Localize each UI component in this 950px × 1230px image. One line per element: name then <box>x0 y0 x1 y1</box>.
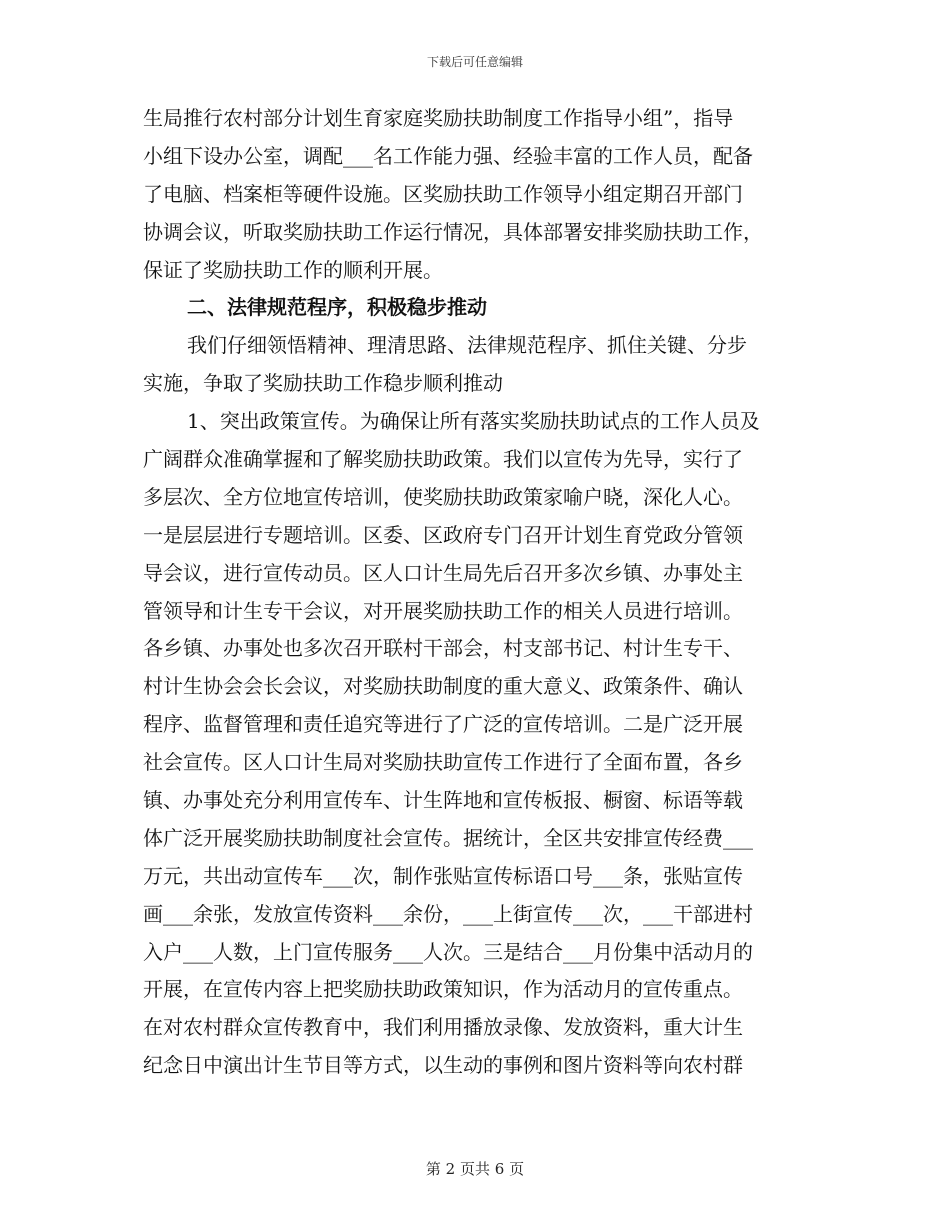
body-line: 管领导和计生专干会议，对开展奖励扶助工作的相关人员进行培训。 <box>143 598 743 623</box>
body-line: 在对农村群众宣传教育中，我们利用播放录像、发放资料，重大计生 <box>143 1015 743 1040</box>
body-line: 我们仔细领悟精神、理清思路、法律规范程序、抓住关键、分步 <box>187 333 747 358</box>
body-line: 社会宣传。区人口计生局对奖励扶助宣传工作进行了全面布置，各乡 <box>143 750 743 775</box>
body-line: 程序、监督管理和责任追究等进行了广泛的宣传培训。二是广泛开展 <box>143 712 743 737</box>
body-line: 各乡镇、办事处也多次召开联村干部会，村支部书记、村计生专干、 <box>143 636 743 661</box>
body-line: 1、突出政策宣传。为确保让所有落实奖励扶助试点的工作人员及 <box>187 409 760 434</box>
body-line: 开展，在宣传内容上把奖励扶助政策知识，作为活动月的宣传重点。 <box>143 977 743 1002</box>
body-line: 万元，共出动宣传车___次，制作张贴宣传标语口号___条，张贴宣传 <box>143 863 743 888</box>
section-heading: 二、法律规范程序，积极稳步推动 <box>187 295 487 320</box>
body-line: 实施，争取了奖励扶助工作稳步顺利推动 <box>143 371 503 396</box>
body-line: 导会议，进行宣传动员。区人口计生局先后召开多次乡镇、办事处主 <box>143 560 743 585</box>
body-line: 镇、办事处充分利用宣传车、计生阵地和宣传板报、橱窗、标语等载 <box>143 788 743 813</box>
body-line: 体广泛开展奖励扶助制度社会宣传。据统计，全区共安排宣传经费___ <box>143 825 753 850</box>
body-line: 入户___人数，上门宣传服务___人次。三是结合___月份集中活动月的 <box>143 939 753 964</box>
page-footer: 第 2 页共 6 页 <box>425 1160 525 1178</box>
body-line: 广阔群众准确掌握和了解奖励扶助政策。我们以宣传为先导，实行了 <box>143 447 743 472</box>
body-line: 协调会议，听取奖励扶助工作运行情况，具体部署安排奖励扶助工作， <box>143 219 763 244</box>
body-line: 画___余张，发放宣传资料___余份，___上街宣传___次，___干部进村 <box>143 901 753 926</box>
body-line: 纪念日中演出计生节目等方式，以生动的事例和图片资料等向农村群 <box>143 1053 743 1078</box>
document-body <box>143 100 818 1085</box>
body-line: 保证了奖励扶助工作的顺利开展。 <box>143 257 443 282</box>
body-line: 多层次、全方位地宣传培训，使奖励扶助政策家喻户晓，深化人心。 <box>143 484 743 509</box>
page-header: 下载后可任意编辑 <box>426 55 523 69</box>
body-line: 小组下设办公室，调配___名工作能力强、经验丰富的工作人员，配备 <box>143 143 753 168</box>
body-line: 一是层层进行专题培训。区委、区政府专门召开计划生育党政分管领 <box>143 522 743 547</box>
body-line: 了电脑、档案柜等硬件设施。区奖励扶助工作领导小组定期召开部门 <box>143 181 743 206</box>
body-line: 生局推行农村部分计划生育家庭奖励扶助制度工作指导小组”，指导 <box>143 106 734 130</box>
body-line: 村计生协会会长会议，对奖励扶助制度的重大意义、政策条件、确认 <box>143 674 743 699</box>
